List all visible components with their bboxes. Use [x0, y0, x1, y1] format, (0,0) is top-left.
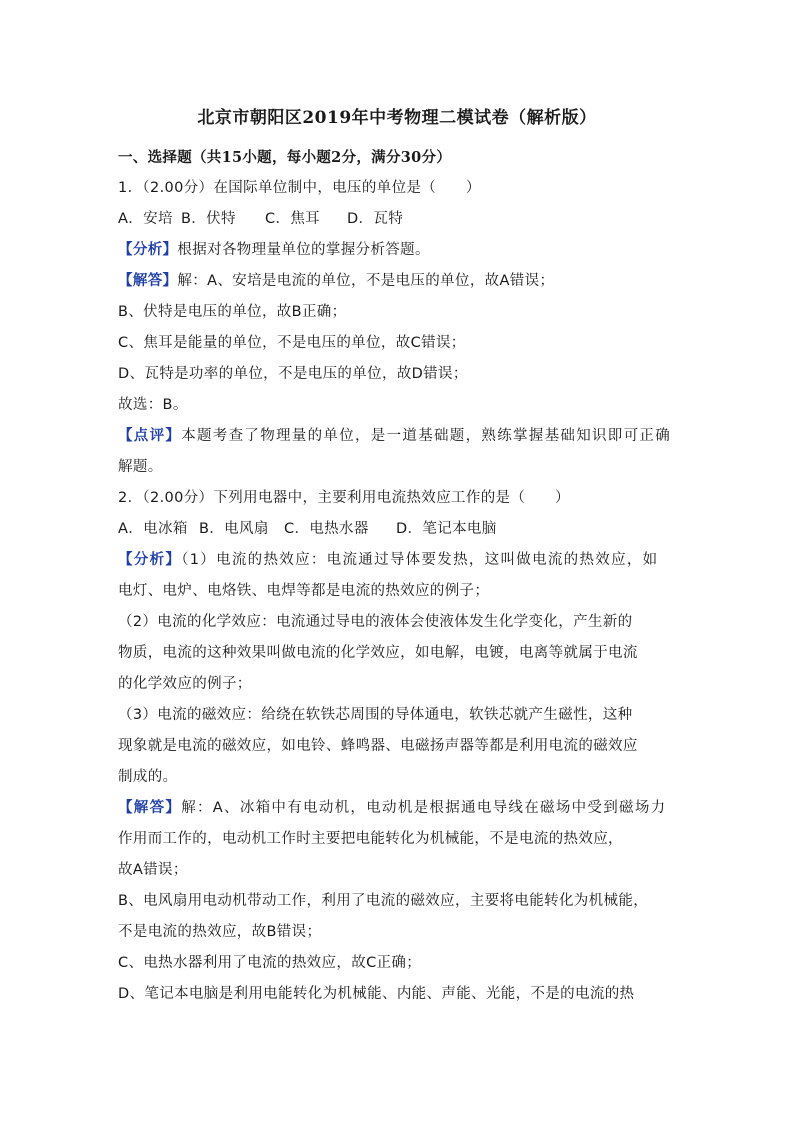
q1-options — [118, 204, 688, 235]
q2-answer-line: D、笔记本电脑是利用电能转化为机械能、内能、声能、光能，不是的电流的热 — [118, 986, 635, 1002]
q1-stem: 1．（2.00分）在国际单位制中，电压的单位是（ ） — [118, 180, 481, 196]
answer-tag: 【解答】 — [118, 273, 178, 289]
q1-answer-d: D、瓦特是功率的单位，不是电压的单位，故D错误； — [118, 366, 468, 382]
q1-comment-text: 本题考查了物理量的单位，是一道基础题，熟练掌握基础知识即可正确 — [181, 428, 671, 444]
q2-options — [118, 514, 688, 545]
comment-tag: 【点评】 — [118, 428, 182, 444]
q1-answer-c: C、焦耳是能量的单位，不是电压的单位，故C错误； — [118, 335, 466, 351]
q2-option-a: A．电冰箱 — [118, 521, 188, 537]
analysis-tag: 【分析】 — [118, 242, 178, 258]
q1-option-a: A．安培 — [118, 211, 173, 227]
q2-option-b: B．电风扇 — [199, 521, 269, 537]
section-heading: 一、选择题（共15小题，每小题2分，满分30分） — [118, 149, 452, 166]
q2-answer-text: 解：A、冰箱中有电动机，电动机是根据通电导线在磁场中受到磁场力 — [181, 800, 667, 816]
q1-answer — [118, 266, 688, 297]
q2-analysis-line: 制成的。 — [118, 769, 178, 785]
q2-answer-line: 作用而工作的，电动机工作时主要把电能转化为机械能，不是电流的热效应， — [118, 831, 623, 847]
q2-option-d: D．笔记本电脑 — [396, 521, 497, 537]
q1-option-c: C．焦耳 — [265, 211, 321, 227]
q1-analysis-text: 根据对各物理量单位的掌握分析答题。 — [177, 242, 430, 258]
q1-option-d: D．瓦特 — [347, 211, 404, 227]
q1-comment-cont: 解题。 — [118, 459, 163, 475]
q2-analysis-line: （3）电流的磁效应：给绕在软铁芯周围的导体通电，软铁芯就产生磁性，这种 — [118, 707, 633, 723]
q1-answer-b: B、伏特是电压的单位，故B正确； — [118, 304, 347, 320]
q2-answer-line: 故A错误； — [118, 862, 188, 878]
q2-stem: 2．（2.00分）下列用电器中，主要利用电流热效应工作的是（ ） — [118, 490, 570, 506]
q1-comment — [118, 421, 688, 452]
q2-analysis-line: 电灯、电炉、电烙铁、电焊等都是电流的热效应的例子； — [118, 583, 490, 599]
q2-analysis-line: 物质，电流的这种效果叫做电流的化学效应，如电解，电镀，电离等就属于电流 — [118, 645, 638, 661]
q2-answer — [118, 793, 688, 824]
q2-answer-line: 不是电流的热效应，故B错误； — [118, 924, 322, 940]
q2-analysis-line: （2）电流的化学效应：电流通过导电的液体会使液体发生化学变化，产生新的 — [118, 614, 633, 630]
q1-option-b: B．伏特 — [181, 211, 236, 227]
document-body — [118, 142, 688, 1010]
page-title: 北京市朝阳区2019年中考物理二模试卷（解析版） — [197, 108, 597, 128]
q2-analysis-text: （1）电流的热效应：电流通过导体要发热，这叫做电流的热效应，如 — [181, 552, 659, 568]
q2-answer-line: B、电风扇用电动机带动工作，利用了电流的磁效应，主要将电能转化为机械能， — [118, 893, 649, 909]
q2-analysis-line: 现象就是电流的磁效应，如电铃、蜂鸣器、电磁扬声器等都是利用电流的磁效应 — [118, 738, 638, 754]
q2-analysis — [118, 545, 688, 576]
q2-analysis-line: 的化学效应的例子； — [118, 676, 252, 692]
q1-answer-text: 解：A、安培是电流的单位，不是电压的单位，故A错误； — [177, 273, 555, 289]
q2-option-c: C．电热水器 — [284, 521, 369, 537]
answer-tag: 【解答】 — [118, 800, 182, 816]
q2-answer-line: C、电热水器利用了电流的热效应，故C正确； — [118, 955, 422, 971]
analysis-tag: 【分析】 — [118, 552, 182, 568]
q1-choice: 故选：B。 — [118, 397, 188, 413]
q1-analysis — [118, 235, 688, 266]
